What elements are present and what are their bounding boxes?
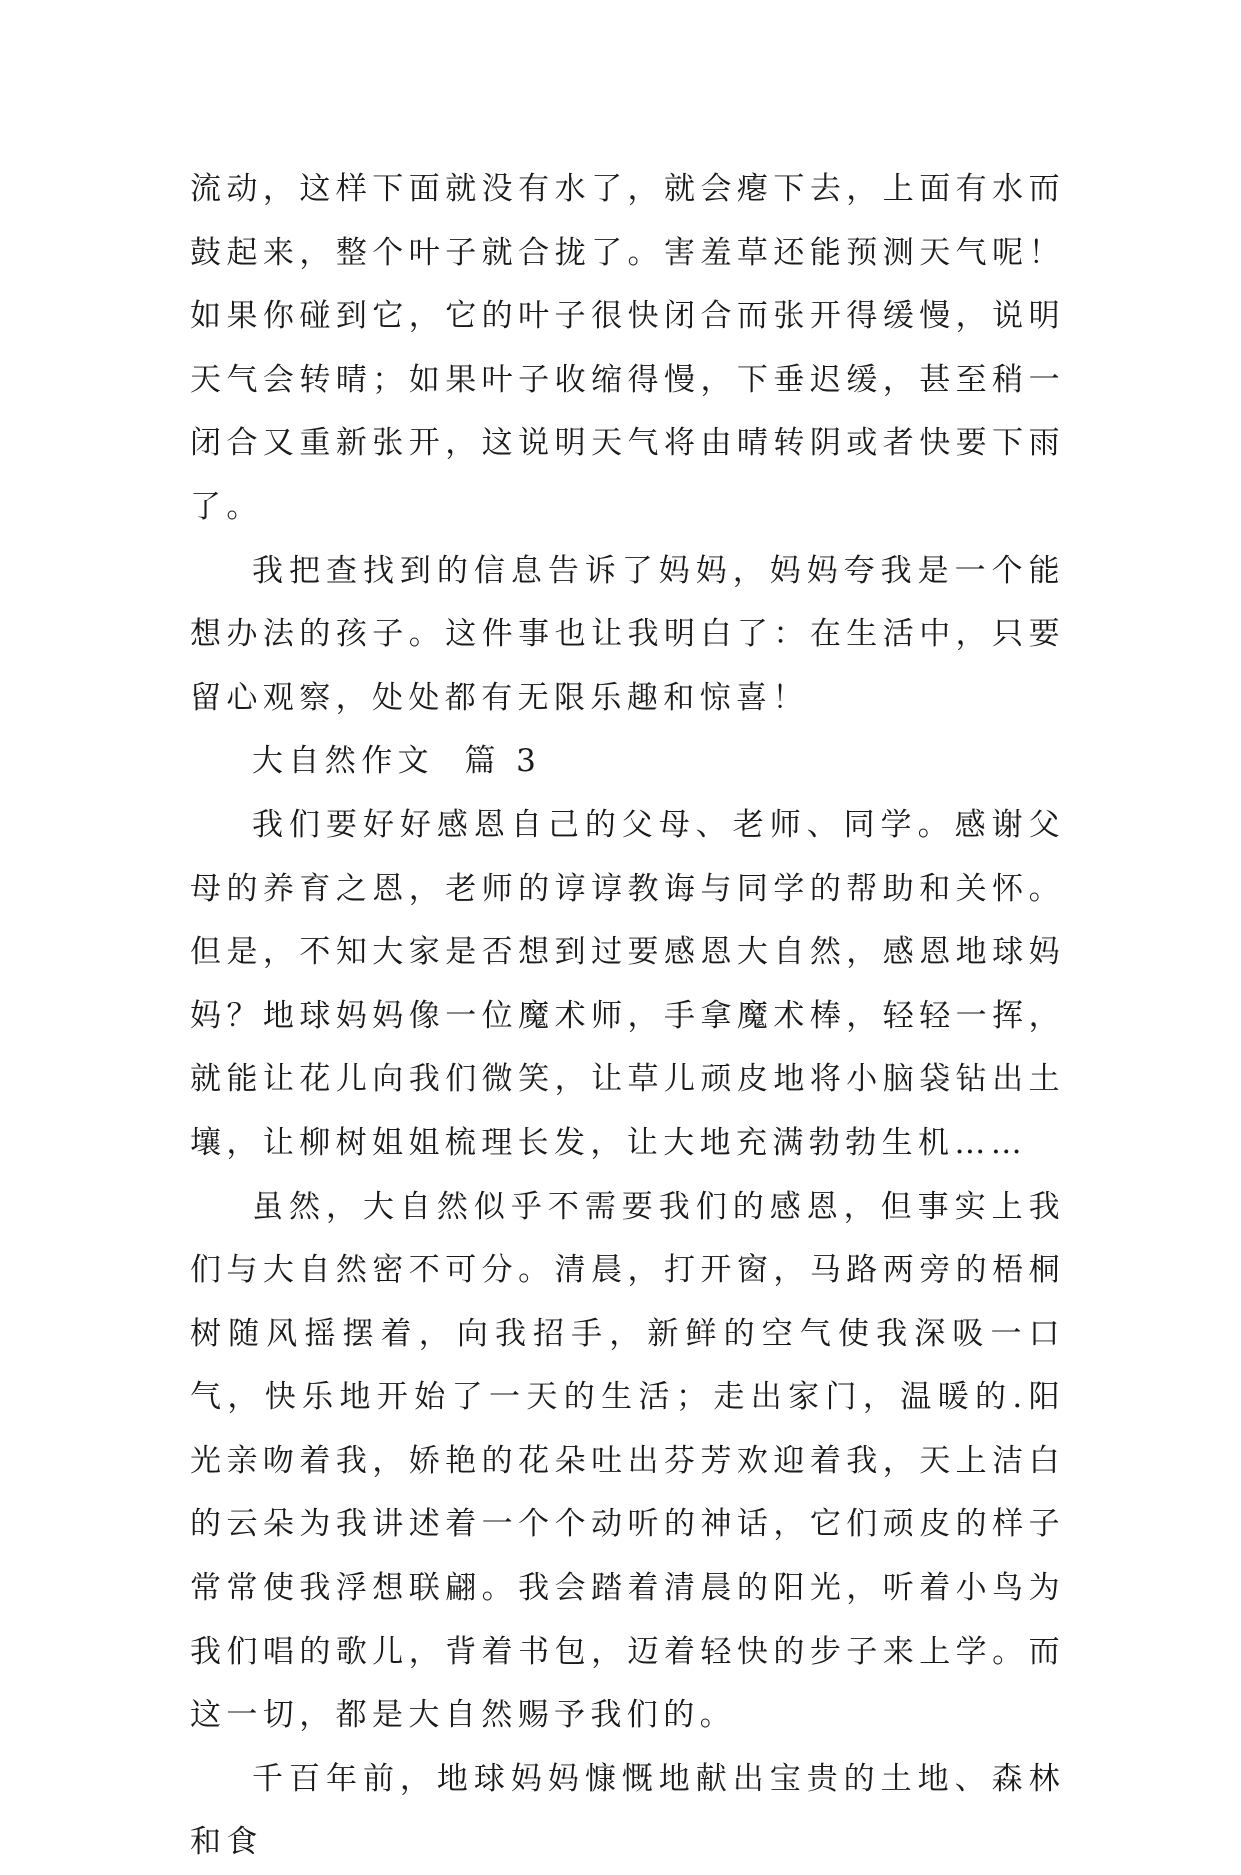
paragraph: 千百年前，地球妈妈慷慨地献出宝贵的土地、森林和食 — [190, 1760, 1065, 1861]
paragraph-continuation: 流动，这样下面就没有水了，就会瘪下去，上面有水而鼓起来，整个叶子就合拢了。害羞草还能预测天气呢！如果你碰到它，它的叶子很快闭合而张开得缓慢，说明天气会转晴；如果叶子收缩得慢，下垂迟缓，甚至稍一闭合又重新张开，这说明天气将由晴转阴或者快要下雨了。 — [190, 171, 1065, 525]
section-heading: 大自然作文 篇 3 — [252, 743, 542, 780]
paragraph: 我把查找到的信息告诉了妈妈，妈妈夸我是一个能想办法的孩子。这件事也让我明白了：在生活中，只要留心观察，处处都有无限乐趣和惊喜！ — [190, 552, 1065, 716]
paragraph: 虽然，大自然似乎不需要我们的感恩，但事实上我们与大自然密不可分。清晨，打开窗，马路两旁的梧桐树随风摇摆着，向我招手，新鲜的空气使我深吸一口气，快乐地开始了一天的生活；走出家门，温暖的.阳光亲吻着我，娇艳的花朵吐出芬芳欢迎着我，天上洁白的云朵为我讲述着一个个动听的神话，它们顽皮的样子常常使我浮想联翩。我会踏着清晨的阳光，听着小鸟为我们唱的歌儿，背着书包，迈着轻快的步子来上学。而这一切，都是大自然赐予我们的。 — [190, 1188, 1065, 1734]
document-body — [190, 158, 1065, 1875]
paragraph: 我们要好好感恩自己的父母、老师、同学。感谢父母的养育之恩，老师的谆谆教诲与同学的帮助和关怀。但是，不知大家是否想到过要感恩大自然，感恩地球妈妈？地球妈妈像一位魔术师，手拿魔术棒，轻轻一挥，就能让花儿向我们微笑，让草儿顽皮地将小脑袋钻出土壤，让柳树姐姐梳理长发，让大地充满勃勃生机…… — [190, 806, 1065, 1161]
